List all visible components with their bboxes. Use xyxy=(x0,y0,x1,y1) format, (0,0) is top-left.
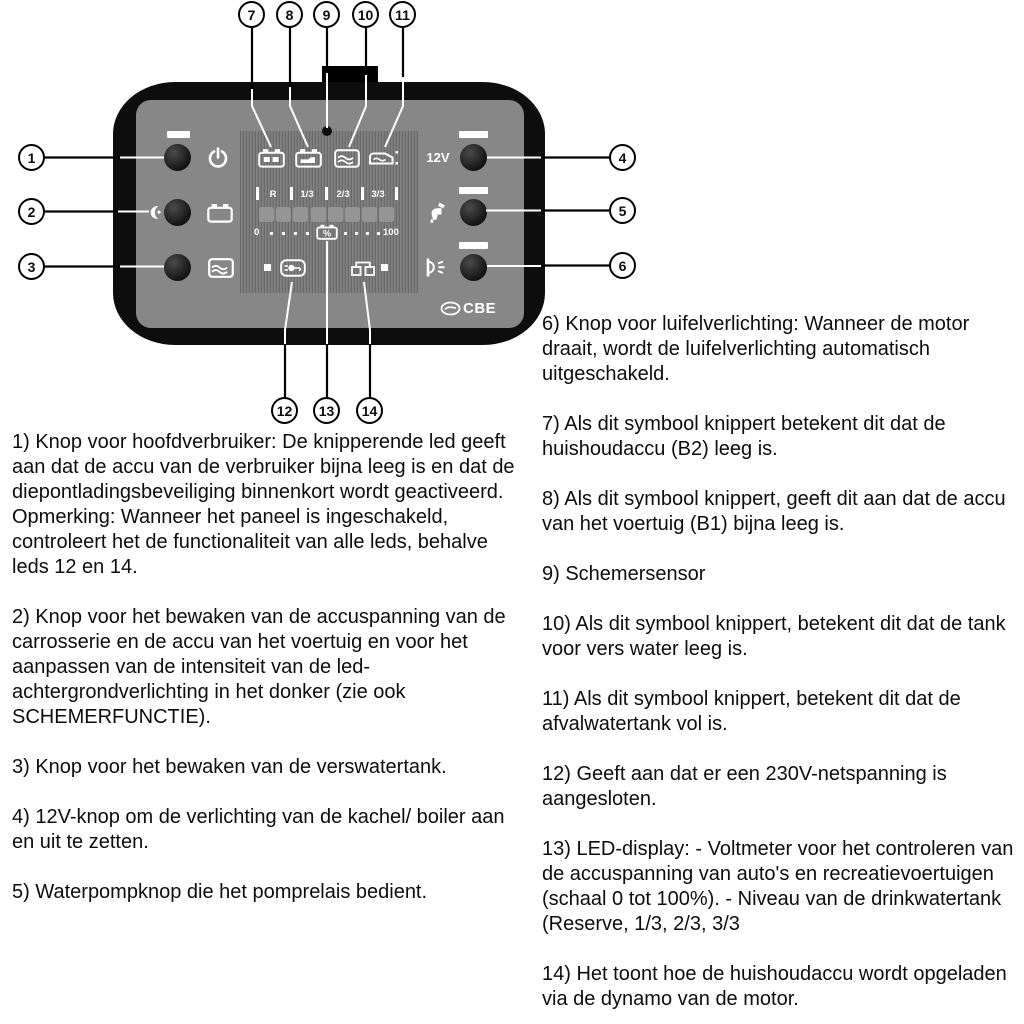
scale-label-13: 1/3 xyxy=(300,189,314,200)
dynamo-charging-icon xyxy=(350,260,376,277)
dynamo-led-square xyxy=(381,264,388,271)
12v-label: 12V xyxy=(426,150,450,165)
callout-7: 7 xyxy=(238,1,265,28)
dusk-sensor-dot xyxy=(322,126,332,136)
awning-light-button xyxy=(460,254,487,281)
scale-tick xyxy=(325,187,328,200)
description-item-5: 5) Waterpompknop die het pomprelais bedient. xyxy=(12,881,428,903)
scale-dot xyxy=(306,232,309,235)
description-item-14: 14) Het toont hoe de huishoudaccu wordt opgeladen via de dynamo van de motor. xyxy=(542,963,1007,1010)
fresh-water-tank-icon xyxy=(334,149,360,168)
scale-tick xyxy=(256,187,259,200)
scale-dot xyxy=(282,232,285,235)
brand-logo xyxy=(440,299,502,317)
led-segments xyxy=(259,207,394,222)
description-item-10: 10) Als dit symbool knippert, betekent dit dat de tank voor vers water leeg is. xyxy=(542,613,1006,660)
battery-monitor-button xyxy=(164,199,191,226)
vehicle-battery-icon xyxy=(207,203,233,223)
scale-label-reserve: R xyxy=(269,189,277,200)
percent-unit-label: % xyxy=(322,228,332,239)
scale-dot xyxy=(270,232,273,235)
callout-4: 4 xyxy=(609,144,636,171)
description-item-3: 3) Knop voor het bewaken van de verswatertank. xyxy=(12,756,447,778)
description-item-7: 7) Als dit symbool knippert betekent dit dat de huishoudaccu (B2) leeg is. xyxy=(542,413,946,460)
led-segment xyxy=(379,207,394,222)
callout-14: 14 xyxy=(356,397,383,424)
scale-dot xyxy=(377,232,380,235)
brand-name: CBE xyxy=(463,299,497,317)
description-item-12: 12) Geeft aan dat er een 230V-netspanning is aangesloten. xyxy=(542,763,947,810)
description-item-9: 9) Schemersensor xyxy=(542,563,706,585)
led-segment xyxy=(345,207,360,222)
description-item-4: 4) 12V-knop om de verlichting van de kachel/ boiler aan en uit te zetten. xyxy=(12,806,505,853)
callout-10: 10 xyxy=(352,1,379,28)
power-icon xyxy=(206,146,230,170)
dusk-sensor-moon-icon xyxy=(148,205,163,220)
led-segment xyxy=(293,207,308,222)
scale-tick xyxy=(395,187,398,200)
description-item-1: 1) Knop voor hoofdverbruiker: De knipperende led geeft aan dat de accu van de verbruiker bijna leeg is en dat de diepontladingsbeveiliging binnenkort wordt geactiveerd. Opmerking: Wanneer het paneel is ingeschakeld, controleert het de functionaliteit van alle leds, behalve leds 12 en 14. xyxy=(12,431,515,578)
awning-light-icon xyxy=(424,257,447,278)
waste-water-tank-icon xyxy=(368,148,399,168)
led-segment xyxy=(328,207,343,222)
description-column-right xyxy=(542,312,1021,1024)
scale-tick xyxy=(290,187,293,200)
led-segment xyxy=(362,207,377,222)
led-indicator-dash xyxy=(459,242,488,249)
percent-max-label: 100 xyxy=(383,227,399,238)
description-item-2: 2) Knop voor het bewaken van de accuspanning van de carrosserie en de accu van het voertuig en voor het aanpassen van de intensiteit van de led-achtergrondverlichting in het donker (zie ook SCHEMERFUNCTIE). xyxy=(12,606,506,728)
callout-2: 2 xyxy=(18,198,45,225)
callout-13: 13 xyxy=(313,397,340,424)
12v-button xyxy=(460,144,487,171)
scale-tick xyxy=(361,187,364,200)
mains-230v-plug-icon xyxy=(280,259,306,277)
led-indicator-dash xyxy=(459,131,488,138)
scale-label-23: 2/3 xyxy=(336,189,350,200)
callout-11: 11 xyxy=(389,1,416,28)
scale-dot xyxy=(355,232,358,235)
led-segment xyxy=(311,207,326,222)
callout-1: 1 xyxy=(18,144,45,171)
scale-label-33: 3/3 xyxy=(371,189,385,200)
description-item-13: 13) LED-display: - Voltmeter voor het controleren van de accuspanning van auto's en recreatievoertuigen (schaal 0 tot 100%). - Niveau van de drinkwatertank (Reserve, 1/3, 2/3, 3/3 xyxy=(542,838,1014,935)
callout-3: 3 xyxy=(18,253,45,280)
scale-dot xyxy=(344,232,347,235)
scale-dot xyxy=(294,232,297,235)
description-item-8: 8) Als dit symbool knippert, geeft dit aan dat de accu van het voertuig (B1) bijna leeg is. xyxy=(542,488,1006,535)
callout-5: 5 xyxy=(609,197,636,224)
led-display xyxy=(240,131,418,293)
mains-led-square xyxy=(264,264,271,271)
fresh-water-tank-icon xyxy=(208,258,234,278)
household-battery-b2-icon xyxy=(258,148,285,168)
callout-6: 6 xyxy=(609,252,636,279)
vehicle-battery-b1-icon xyxy=(295,148,322,168)
callout-12: 12 xyxy=(271,397,298,424)
led-segment xyxy=(276,207,291,222)
description-item-11: 11) Als dit symbool knippert, betekent dit dat de afvalwatertank vol is. xyxy=(542,688,961,735)
callout-9: 9 xyxy=(313,1,340,28)
description-column-left xyxy=(12,430,520,930)
cbe-oval-logo-icon xyxy=(440,301,461,316)
led-segment xyxy=(259,207,274,222)
percent-min-label: 0 xyxy=(254,227,260,238)
callout-8: 8 xyxy=(276,1,303,28)
water-pump-icon xyxy=(426,201,448,224)
led-indicator-dash xyxy=(167,131,190,138)
led-indicator-dash xyxy=(459,187,488,194)
fresh-water-monitor-button xyxy=(164,254,191,281)
main-consumer-button xyxy=(164,144,191,171)
battery-percent-box xyxy=(316,224,338,240)
scale-dot xyxy=(366,232,369,235)
description-item-6: 6) Knop voor luifelverlichting: Wanneer de motor draait, wordt de luifelverlichting automatisch uitgeschakeld. xyxy=(542,313,970,385)
water-pump-button xyxy=(460,199,487,226)
